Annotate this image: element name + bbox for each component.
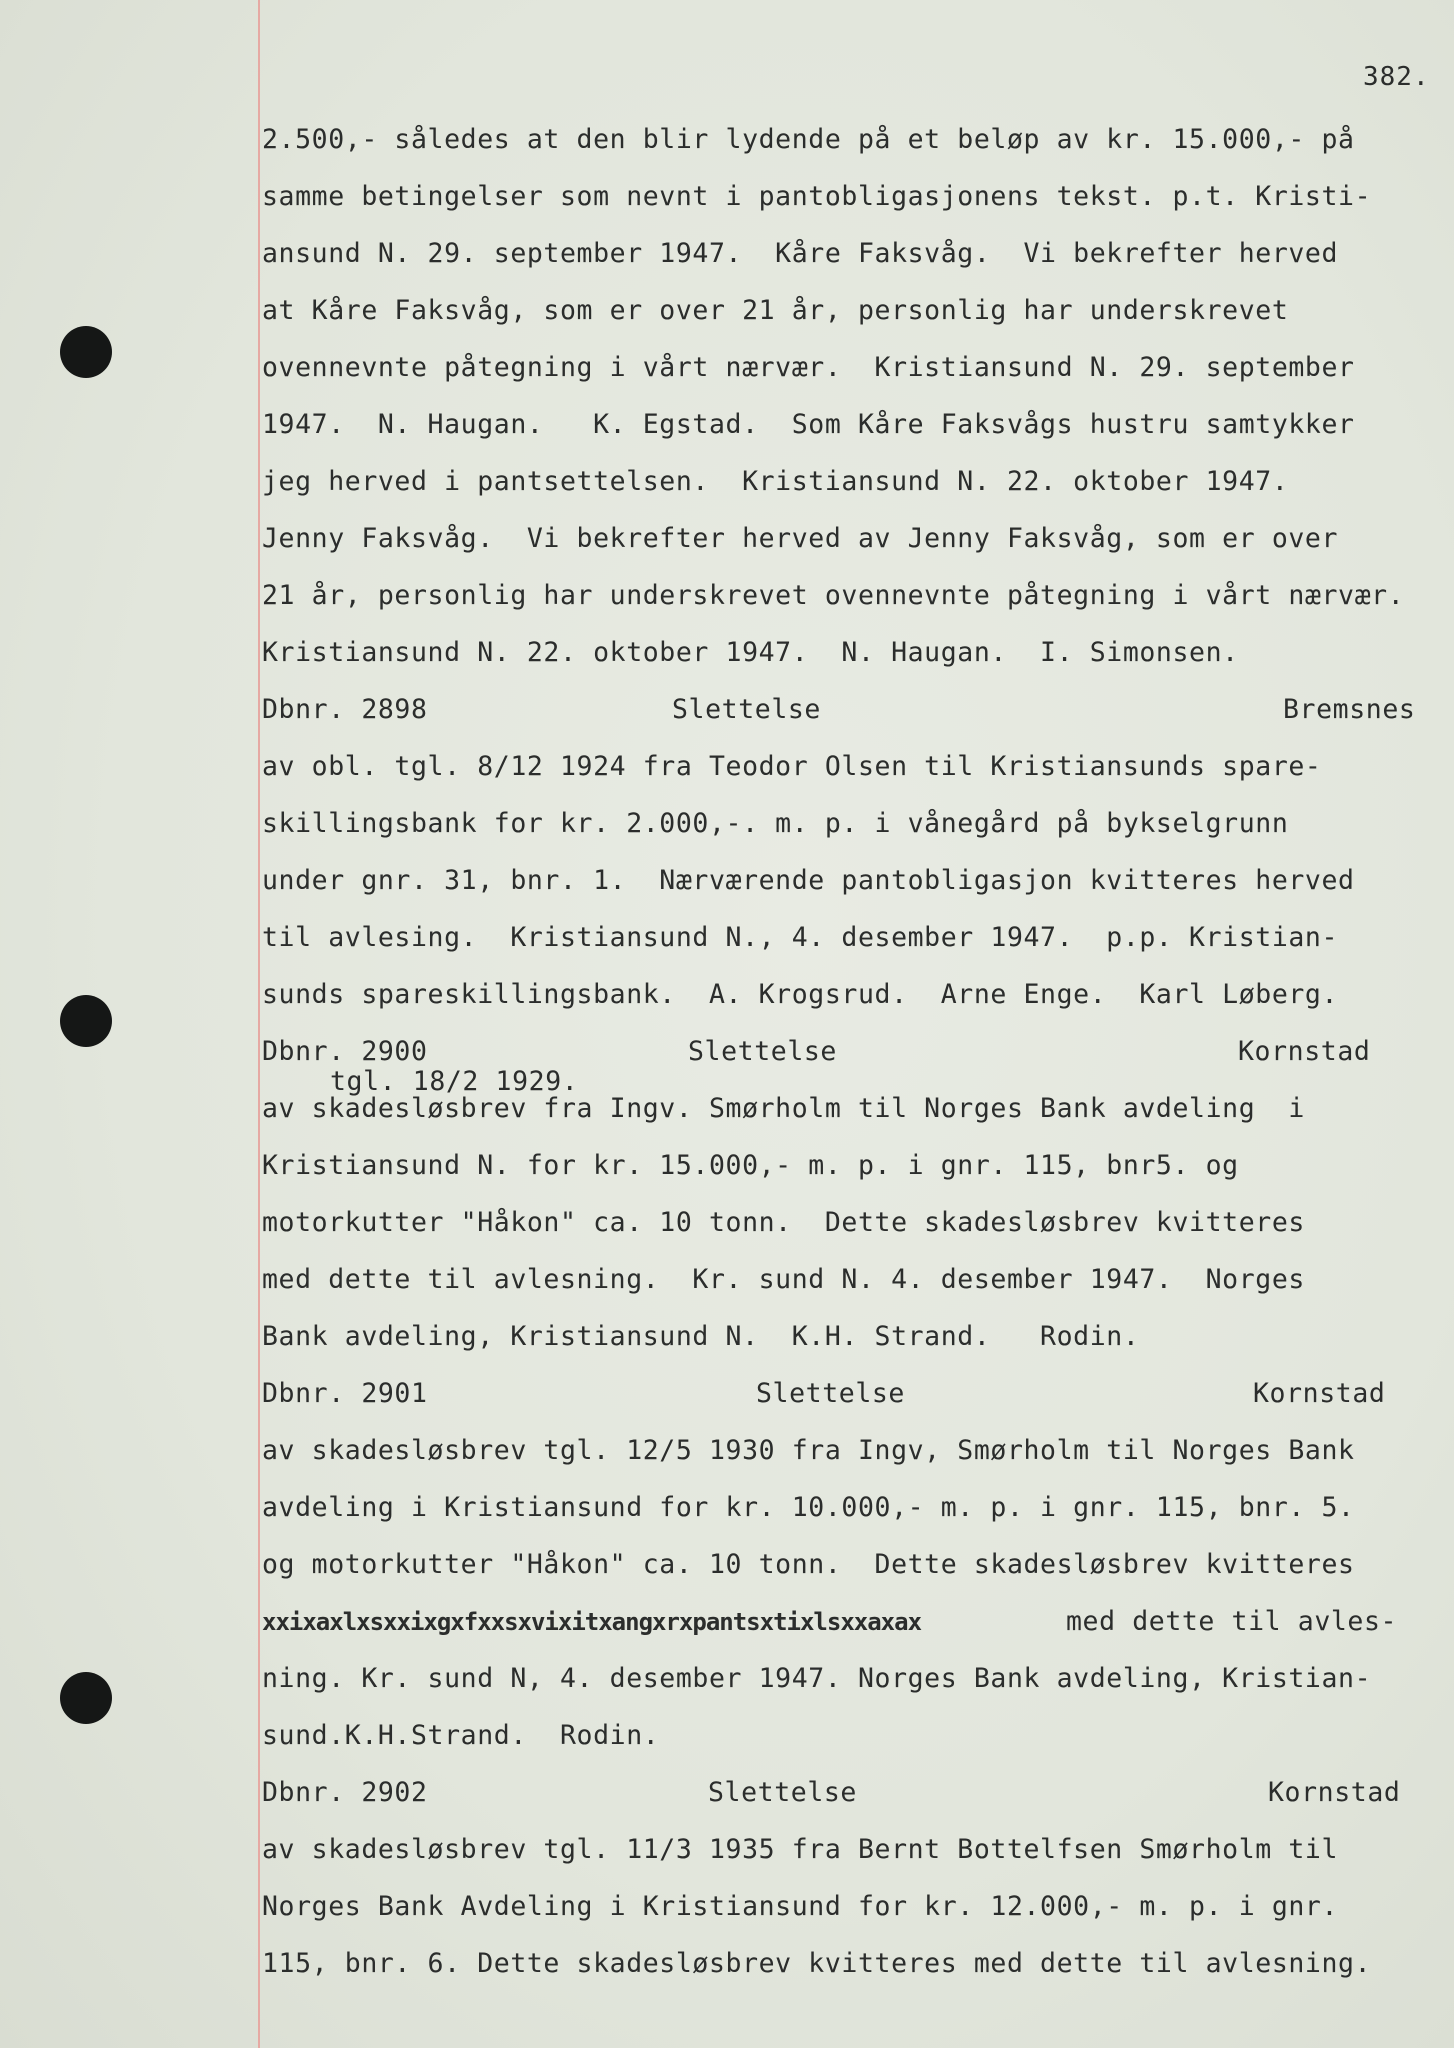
text-line: Norges Bank Avdeling i Kristiansund for kr. 12.000,- m. p. i gnr. xyxy=(262,1891,1339,1922)
text-line: motorkutter "Håkon" ca. 10 tonn. Dette skadesløsbrev kvitteres xyxy=(262,1207,1305,1238)
entry-dbnr: Dbnr. 2901 xyxy=(262,1378,428,1409)
text-line: samme betingelser som nevnt i pantobligasjonens tekst. p.t. Kristi- xyxy=(262,181,1372,212)
text-line: Bank avdeling, Kristiansund N. K.H. Strand. Rodin. xyxy=(262,1321,1140,1352)
struck-text: xxixaxlxsxxixgxfxxsxvixitxangxrxpantsxtixlsxxaxax xyxy=(262,1608,922,1636)
text-line: skillingsbank for kr. 2.000,-. m. p. i vånegård på bykselgrunn xyxy=(262,808,1289,839)
text-line: sund.K.H.Strand. Rodin. xyxy=(262,1720,660,1751)
text-line: Jenny Faksvåg. Vi bekrefter herved av Jenny Faksvåg, som er over xyxy=(262,523,1339,554)
text-line: og motorkutter "Håkon" ca. 10 tonn. Dette skadesløsbrev kvitteres xyxy=(262,1549,1355,1580)
text-line: av skadesløsbrev fra Ingv. Smørholm til Norges Bank avdeling i xyxy=(262,1093,1305,1124)
entry-place: Kornstad xyxy=(1238,1036,1371,1067)
text-line: Kristiansund N. 22. oktober 1947. N. Haugan. I. Simonsen. xyxy=(262,637,1239,668)
text-line: ning. Kr. sund N, 4. desember 1947. Norges Bank avdeling, Kristian- xyxy=(262,1663,1372,1694)
text-line: at Kåre Faksvåg, som er over 21 år, personlig har underskrevet xyxy=(262,295,1289,326)
text-line: med dette til avlesning. Kr. sund N. 4. desember 1947. Norges xyxy=(262,1264,1305,1295)
text-line: jeg herved i pantsettelsen. Kristiansund N. 22. oktober 1947. xyxy=(262,466,1289,497)
punch-hole xyxy=(60,995,112,1047)
entry-place: Bremsnes xyxy=(1283,694,1416,725)
text-line: av obl. tgl. 8/12 1924 fra Teodor Olsen til Kristiansunds spare- xyxy=(262,751,1322,782)
text-line: sunds spareskillingsbank. A. Krogsrud. Arne Enge. Karl Løberg. xyxy=(262,979,1339,1010)
interlinear-insert: tgl. 18/2 1929. xyxy=(330,1066,579,1097)
punch-hole xyxy=(60,1672,112,1724)
text-line: av skadesløsbrev tgl. 12/5 1930 fra Ingv, Smørholm til Norges Bank xyxy=(262,1435,1355,1466)
text-line: av skadesløsbrev tgl. 11/3 1935 fra Bernt Bottelfsen Smørholm til xyxy=(262,1834,1339,1865)
entry-dbnr: Dbnr. 2902 xyxy=(262,1777,428,1808)
text-line: under gnr. 31, bnr. 1. Nærværende pantobligasjon kvitteres herved xyxy=(262,865,1355,896)
text-line: avdeling i Kristiansund for kr. 10.000,- m. p. i gnr. 115, bnr. 5. xyxy=(262,1492,1355,1523)
entry-type: Slettelse xyxy=(672,694,821,725)
text-line: 21 år, personlig har underskrevet ovennevnte påtegning i vårt nærvær. xyxy=(262,580,1405,611)
entry-type: Slettelse xyxy=(708,1777,857,1808)
text-line: til avlesing. Kristiansund N., 4. desember 1947. p.p. Kristian- xyxy=(262,922,1339,953)
entry-place: Kornstad xyxy=(1253,1378,1386,1409)
entry-place: Kornstad xyxy=(1268,1777,1401,1808)
text-line: Kristiansund N. for kr. 15.000,- m. p. i gnr. 115, bnr5. og xyxy=(262,1150,1239,1181)
margin-rule xyxy=(258,0,260,2048)
entry-dbnr: Dbnr. 2898 xyxy=(262,694,428,725)
entry-type: Slettelse xyxy=(688,1036,837,1067)
entry-dbnr: Dbnr. 2900 xyxy=(262,1036,428,1067)
text-line: 2.500,- således at den blir lydende på et beløp av kr. 15.000,- på xyxy=(262,124,1355,155)
text-line: ansund N. 29. september 1947. Kåre Faksvåg. Vi bekrefter herved xyxy=(262,238,1339,269)
page-number: 382. xyxy=(1363,62,1430,92)
text-line: ovennevnte påtegning i vårt nærvær. Kristiansund N. 29. september xyxy=(262,352,1355,383)
punch-hole xyxy=(60,326,112,378)
text-line: 1947. N. Haugan. K. Egstad. Som Kåre Faksvågs hustru samtykker xyxy=(262,409,1355,440)
text-line: 115, bnr. 6. Dette skadesløsbrev kvitteres med dette til avlesning. xyxy=(262,1948,1372,1979)
text-line: med dette til avles- xyxy=(1066,1606,1398,1637)
entry-type: Slettelse xyxy=(756,1378,905,1409)
